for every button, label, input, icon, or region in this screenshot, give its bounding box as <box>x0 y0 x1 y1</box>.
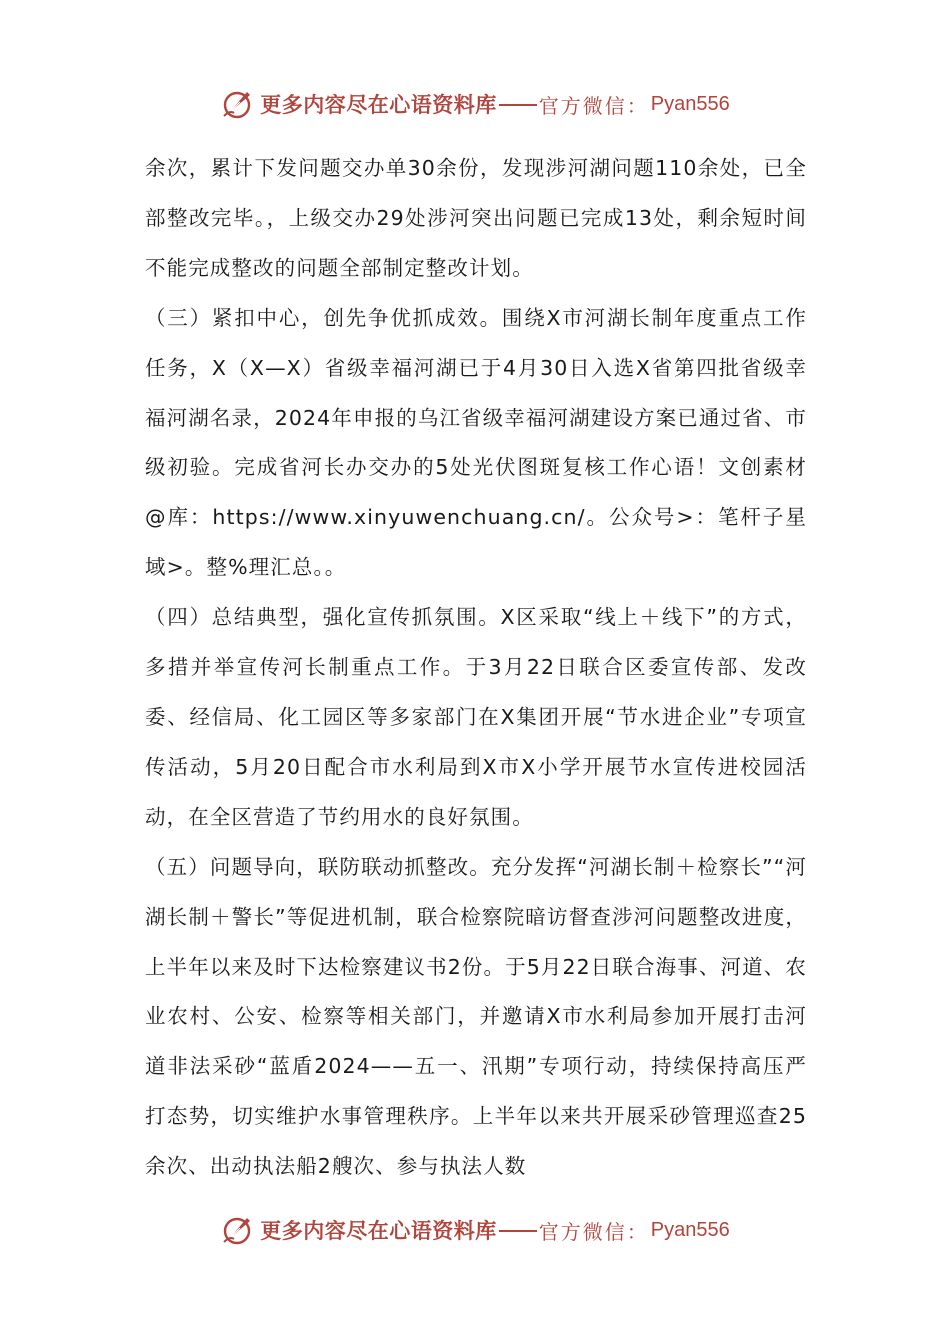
wechat-id: Pyan556 <box>650 1218 730 1241</box>
separator-dash <box>499 104 537 106</box>
footer-watermark-banner <box>0 1210 950 1250</box>
paragraph-section-five: （五）问题导向，联防联动抓整改。充分发挥“河湖长制＋检察长”“河湖长制＋警长”等促进机制，联合检察院暗访督查涉河问题整改进度，上半年以来及时下达检察建议书2份。于5月22日联合海事、河道、农业农村、公安、检察等相关部门，并邀请X市水利局参加开展打击河道非法采砂“蓝盾2024——五一、汛期”专项行动，持续保持高压严打态势，切实维护水事管理秩序。上半年以来共开展采砂管理巡查25余次、出动执法船2艘次、参与执法人数 <box>145 854 807 1179</box>
official-wechat-label: 官方微信： <box>538 1219 649 1244</box>
wechat-id: Pyan556 <box>650 92 730 115</box>
quill-pen-logo-icon <box>220 1212 256 1248</box>
separator-dash <box>499 1230 537 1232</box>
document-body <box>145 144 807 1192</box>
brand-text: 更多内容尽在心语资料库 <box>260 1218 497 1243</box>
official-wechat-label: 官方微信： <box>538 93 649 118</box>
paragraph-section-four: （四）总结典型，强化宣传抓氛围。X区采取“线上＋线下”的方式，多措并举宣传河长制重点工作。于3月22日联合区委宣传部、发改委、经信局、化工园区等多家部门在X集团开展“节水进企业”专项宣传活动，5月20日配合市水利局到X市X小学开展节水宣传进校园活动，在全区营造了节约用水的良好氛围。 <box>145 605 807 829</box>
paragraph-section-three: （三）紧扣中心，创先争优抓成效。围绕X市河湖长制年度重点工作任务，X（X—X）省级幸福河湖已于4月30日入选X省第四批省级幸福河湖名录，2024年申报的乌江省级幸福河湖建设方案已通过省、市级初验。完成省河长办交办的5处光伏图斑复核工作心语！文创素材@库：https://www.xinyuwenchuang.cn/。公众号>：笔杆子星域>。整%理汇总。。 <box>145 305 807 580</box>
paragraph-continuation: 余次，累计下发问题交办单30余份，发现涉河湖问题110余处，已全部整改完毕。，上级交办29处涉河突出问题已完成13处，剩余短时间不能完成整改的问题全部制定整改计划。 <box>145 156 807 280</box>
brand-text: 更多内容尽在心语资料库 <box>260 92 497 117</box>
header-watermark-banner <box>0 84 950 124</box>
quill-pen-logo-icon <box>220 86 256 122</box>
